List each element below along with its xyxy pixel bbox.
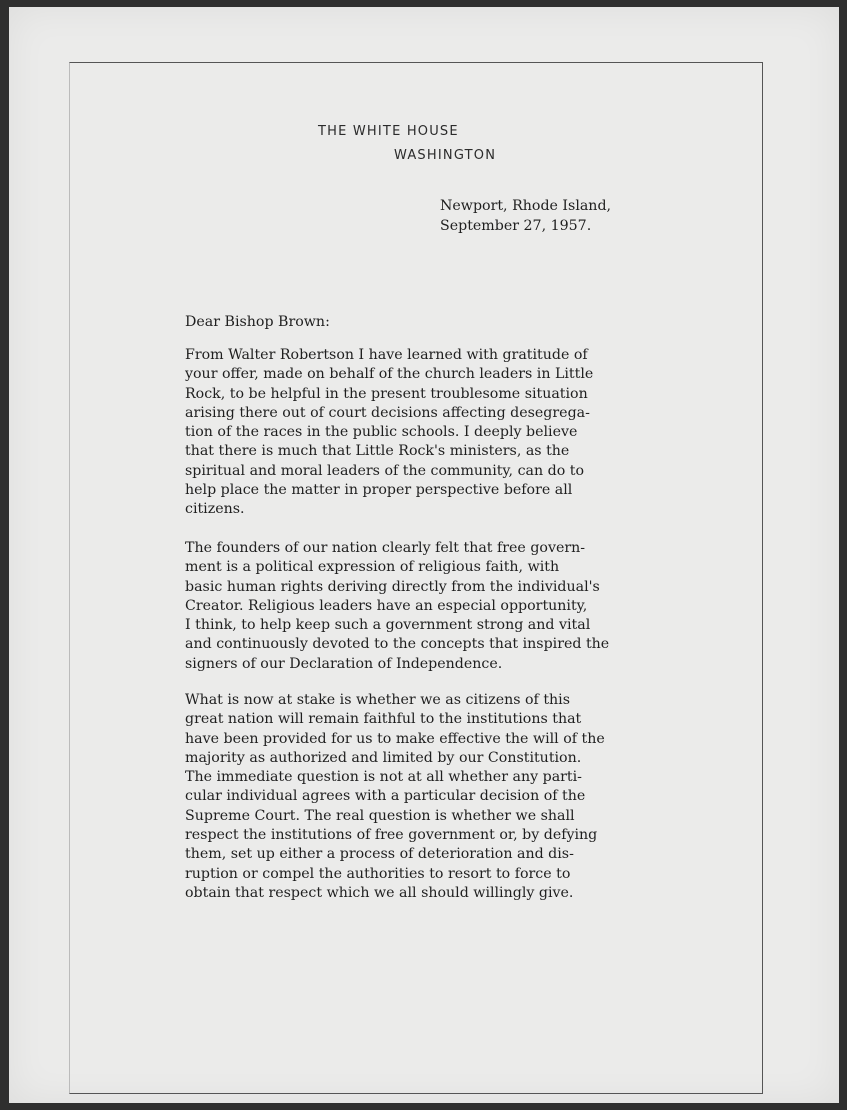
text-line: your offer, made on behalf of the church leaders in Little: [185, 366, 594, 383]
text-line: arising there out of court decisions affecting desegrega-: [185, 404, 590, 421]
text-line: spiritual and moral leaders of the community, can do to: [185, 462, 585, 479]
text-line: I think, to help keep such a government strong and vital: [185, 617, 591, 634]
text-line: Supreme Court. The real question is whether we shall: [185, 807, 575, 824]
text-line: them, set up either a process of deterioration and dis-: [185, 846, 574, 863]
text-line: respect the institutions of free government or, by defying: [185, 827, 598, 844]
text-line: great nation will remain faithful to the institutions that: [185, 711, 582, 728]
paragraph-2: [185, 539, 609, 674]
text-line: and continuously devoted to the concepts that inspired the: [185, 636, 610, 653]
date-place: Newport, Rhode Island,: [440, 198, 612, 214]
text-line: From Walter Robertson I have learned with gratitude of: [185, 347, 588, 363]
letterhead-city: WASHINGTON: [394, 148, 497, 163]
text-line: that there is much that Little Rock's ministers, as the: [185, 443, 570, 460]
text-line: obtain that respect which we all should willingly give.: [185, 884, 574, 901]
text-line: have been provided for us to make effective the will of the: [185, 730, 605, 747]
text-line: ruption or compel the authorities to resort to force to: [185, 865, 571, 882]
text-line: basic human rights deriving directly from the individual's: [185, 578, 600, 595]
text-line: ment is a political expression of religious faith, with: [185, 559, 560, 576]
text-line: cular individual agrees with a particular decision of the: [185, 788, 586, 805]
text-line: citizens.: [185, 501, 245, 518]
text-line: help place the matter in proper perspective before all: [185, 482, 573, 499]
text-line: Creator. Religious leaders have an especial opportunity,: [185, 597, 588, 614]
text-line: What is now at stake is whether we as citizens of this: [185, 692, 570, 708]
letterhead-title: THE WHITE HOUSE: [318, 124, 459, 139]
paragraph-3: [185, 691, 605, 903]
text-line: majority as authorized and limited by our Constitution.: [185, 749, 582, 766]
text-line: Rock, to be helpful in the present troublesome situation: [185, 385, 588, 402]
text-line: The immediate question is not at all whether any parti-: [185, 769, 582, 786]
paragraph-1: [185, 346, 593, 520]
text-line: tion of the races in the public schools. I deeply believe: [185, 424, 578, 441]
salutation: Dear Bishop Brown:: [185, 314, 330, 330]
text-line: The founders of our nation clearly felt that free govern-: [185, 540, 586, 556]
text-line: signers of our Declaration of Independence.: [185, 655, 503, 672]
date-line: September 27, 1957.: [440, 218, 592, 234]
date-block: [440, 196, 611, 236]
